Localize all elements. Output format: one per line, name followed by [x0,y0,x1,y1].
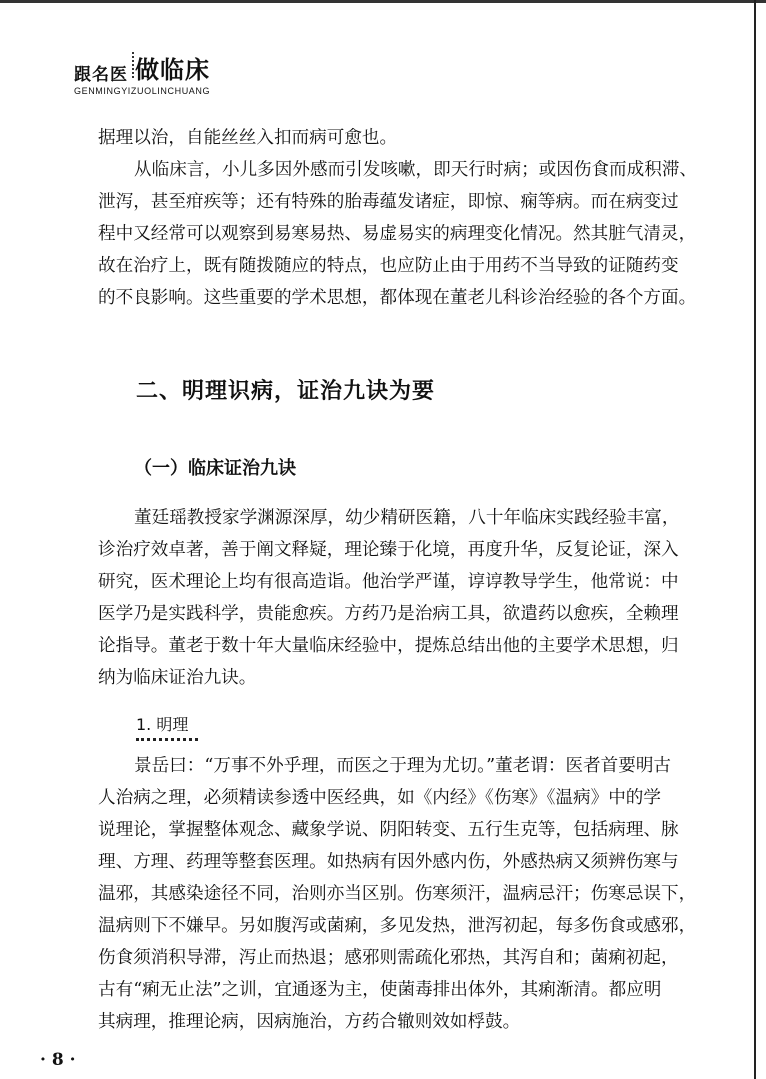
item-heading-underline [136,738,198,744]
text-line: 研究，医术理论上均有很高造诣。他治学严谨，谆谆教导学生，他常说：中 [98,572,679,592]
text-line: 其病理，推理论病，因病施治，方药合辙则效如桴鼓。 [98,1012,521,1032]
text-line: 诊治疗效卓著，善于阐文释疑，理论臻于化境，再度升华，反复论证，深入 [98,540,679,560]
item-heading: 1. 明理 [136,715,189,734]
paragraph-2 [98,154,718,314]
text-line: 温病则下不嫌早。另如腹泻或菌痢，多见发热，泄泻初起，每多伤食或感邪， [98,916,697,936]
section-heading: 二、明理识病，证治九诀为要 [136,379,436,404]
text-line: 论指导。董老于数十年大量临床经验中，提炼总结出他的主要学术思想，归 [98,636,679,656]
text-line: 程中又经常可以观察到易寒易热、易虚易实的病理变化情况。然其脏气清灵， [98,224,697,244]
text-line: 泄泻，甚至疳疾等；还有特殊的胎毒蕴发诸症，即惊、痫等病。而在病变过 [98,192,679,212]
brand-small-text: 跟名医 [74,65,128,85]
running-header [74,50,213,96]
text-line: 据理以治，自能丝丝入扣而病可愈也。 [98,128,398,148]
brand-big-text: 做临床 [135,56,210,84]
text-line: 故在治疗上，既有随拨随应的特点，也应防止由于用药不当导致的证随药变 [98,256,679,276]
paragraph-4 [98,750,718,1038]
text-line: 理、方理、药理等整套医理。如热病有因外感内伤，外感热病又须辨伤寒与 [98,852,679,872]
text-line: 说理论，掌握整体观念、藏象学说、阴阳转变、五行生克等，包括病理、脉 [98,820,679,840]
text-line: 人治病之理，必须精读参透中医经典，如《内经》《伤寒》《温病》中的学 [98,788,661,808]
brand-big-box [132,50,213,85]
subsection-heading: （一）临床证治九诀 [134,458,296,479]
text-line: 景岳曰：“万事不外乎理，而医之于理为尤切。”董老谓：医者首要明古 [134,756,672,776]
scan-top-edge [0,0,766,3]
header-brand [74,50,213,85]
text-line: 温邪，其感染途径不同，治则亦当区别。伤寒须汗，温病忌汗；伤寒忌误下， [98,884,697,904]
text-line: 医学乃是实践科学，贵能愈疾。方药乃是治病工具，欲遣药以愈疾，全赖理 [98,604,679,624]
text-line: 董廷瑶教授家学渊源深厚，幼少精研医籍，八十年临床实践经验丰富， [134,508,680,528]
page-number: · 8 · [40,1050,76,1070]
paragraph-1 [98,122,718,154]
text-line: 纳为临床证治九诀。 [98,668,257,688]
scan-right-edge [754,0,756,1079]
paragraph-3 [98,502,718,694]
header-pinyin: GENMINGYIZUOLINCHUANG [74,86,211,96]
text-line: 伤食须消积导滞，泻止而热退；感邪则需疏化邪热，其泻自和；菌痢初起， [98,948,679,968]
text-line: 古有“痢无止法”之训，宜通逐为主，使菌毒排出体外，其痢渐清。都应明 [98,980,662,1000]
text-line: 从临床言，小儿多因外感而引发咳嗽，即天行时病；或因伤食而成积滞、 [134,160,698,180]
text-line: 的不良影响。这些重要的学术思想，都体现在董老儿科诊治经验的各个方面。 [98,288,697,308]
